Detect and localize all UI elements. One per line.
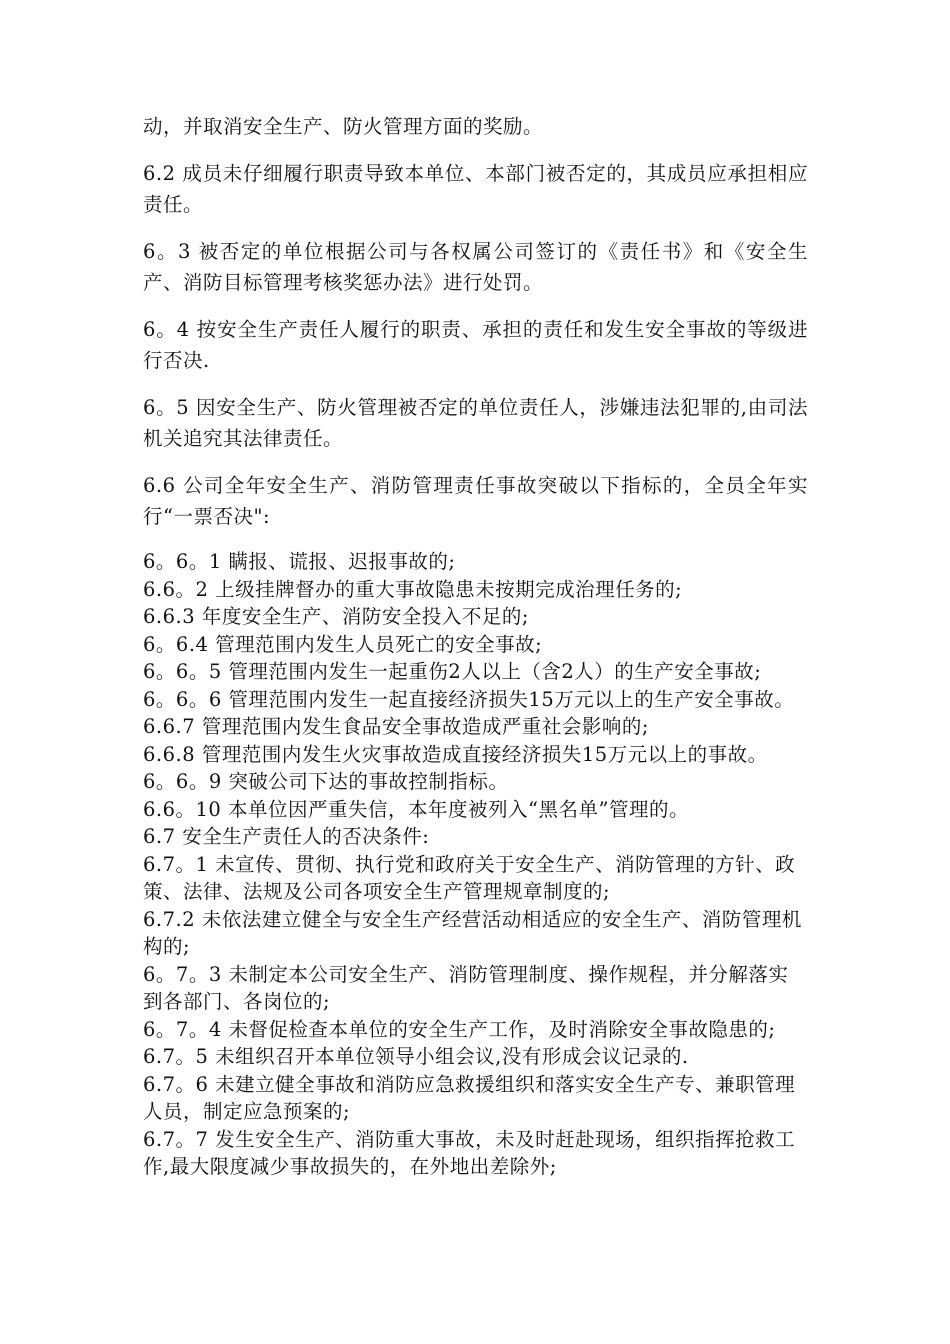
paragraph: 6.6 公司全年安全生产、消防管理责任事故突破以下指标的，全员全年实行“一票否决": [143,474,808,528]
list-item: 6.6.3 年度安全生产、消防安全投入不足的; [143,605,529,628]
list-item: 6.7。1 未宣传、贯彻、执行党和政府关于安全生产、消防管理的方针、政策、法律、法规及公司各项安全生产管理规章制度的; [143,852,796,903]
list-item: 6.6。2 上级挂牌督办的重大事故隐患未按期完成治理任务的; [143,577,683,601]
clause-list [143,548,808,1181]
paragraph: 动，并取消安全生产、防火管理方面的奖励。 [143,115,544,138]
list-item: 6。6。9 突破公司下达的事故控制指标。 [143,770,509,793]
list-item: 6。6.4 管理范围内发生人员死亡的安全事故; [143,632,543,656]
list-item: 6.6.7 管理范围内发生食品安全事故造成严重社会影响的; [143,715,649,738]
list-item: 6.7。7 发生安全生产、消防重大事故，未及时赶赴现场，组织指挥抢救工作,最大限度减少事故损失的，在外地出差除外; [143,1127,796,1178]
list-item: 6。6。6 管理范围内发生一起直接经济损失15万元以上的生产安全事故。 [143,687,795,711]
paragraph: 6。4 按安全生产责任人履行的职责、承担的责任和发生安全事故的等级进行否决. [143,318,808,372]
list-item: 6.6.8 管理范围内发生火灾事故造成直接经济损失15万元以上的事故。 [143,742,768,766]
list-item: 6.7。6 未建立健全事故和消防应急救援组织和落实安全生产专、兼职管理人员，制定应急预案的; [143,1072,796,1123]
list-item: 6。6。5 管理范围内发生一起重伤2人以上（含2人）的生产安全事故; [143,660,762,683]
list-item: 6。7。3 未制定本公司安全生产、消防管理制度、操作规程，并分解落实到各部门、各岗位的; [143,962,789,1013]
list-item: 6.7。5 未组织召开本单位领导小组会议,没有形成会议记录的. [143,1045,689,1068]
list-item: 6。7。4 未督促检查本单位的安全生产工作，及时消除安全事故隐患的; [143,1017,776,1041]
paragraph: 6。3 被否定的单位根据公司与各权属公司签订的《责任书》和《安全生产、消防目标管理考核奖惩办法》进行处罚。 [143,240,808,294]
list-item: 6。6。1 瞒报、谎报、迟报事故的; [143,550,456,573]
document-body [143,111,808,1181]
paragraph: 6.2 成员未仔细履行职责导致本单位、本部门被否定的，其成员应承担相应责任。 [143,162,808,216]
section-heading: 6.7 安全生产责任人的否决条件: [143,825,430,848]
list-item: 6.6。10 本单位因严重失信，本年度被列入“黑名单”管理的。 [143,797,689,821]
list-item: 6.7.2 未依法建立健全与安全生产经营活动相适应的安全生产、消防管理机构的; [143,907,802,958]
paragraph: 6。5 因安全生产、防火管理被否定的单位责任人，涉嫌违法犯罪的,由司法机关追究其法律责任。 [143,396,808,450]
